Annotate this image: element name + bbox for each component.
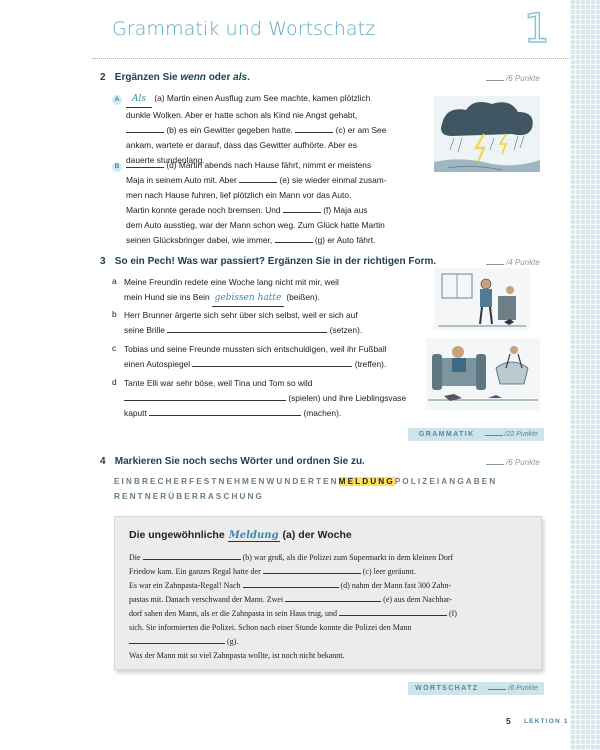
- gap-b[interactable]: [126, 124, 164, 133]
- exercise-3-item-c: Tobias und seine Freunde mussten sich entschuldigen, weil ihr Fußball einen Autospiegel (treffen).: [124, 344, 387, 369]
- gap-d[interactable]: [126, 159, 164, 168]
- answer-gebissen-hatte[interactable]: gebissen hatte: [212, 291, 284, 307]
- exercise-3-item-a: Meine Freundin redete eine Woche lang nicht mit mir, weil mein Hund sie ins Bein gebissen hatte (beißen).: [124, 275, 339, 307]
- gap-e[interactable]: [239, 174, 277, 183]
- title-divider: [92, 58, 570, 59]
- exercise-3-item-b: Herr Brunner ärgerte sich sehr über sich selbst, weil er sich auf seine Brille (setzen).: [124, 310, 363, 335]
- item-c-letter: c: [112, 343, 117, 353]
- exercise-3-instruction: So ein Pech! Was war passiert? Ergänzen Sie in der richtigen Form.: [114, 256, 437, 267]
- gap-3d-2[interactable]: [149, 407, 301, 416]
- gap-4b[interactable]: [143, 551, 241, 560]
- gap-f[interactable]: [283, 204, 321, 213]
- gap-4f[interactable]: [339, 607, 447, 616]
- gap-4d[interactable]: [243, 579, 339, 588]
- side-grid-strip: [570, 0, 600, 750]
- grammatik-score-band: GRAMMATIK /22 Punkte: [408, 428, 544, 441]
- news-text: Die (b) war groß, als die Polizei zum Supermarkt in dem kleinen Dorf Friedow kam. Ein ganzes Regal hatte der (c) leer geräumt. Es war ein Zahnpasta-Regal! Nach (d) nahm der Mann fast 300 Zahn- pastas mit. Danach verschwand der Mann. Zwei (e) aus dem Nachbar- dorf sahen den Mann, als er die Zahnpasta in sein Haus trug, und (f) sich. Sie informierten die Polizei. Schon nach einer Stunde konnte die Polizei den Mann (g). Was der Mann mit so viel Zahnpasta wollte, ist noch nicht bekannt.: [129, 553, 457, 660]
- gap-3d-1[interactable]: [124, 392, 286, 401]
- exercise-2-points: /6 Punkte: [486, 74, 540, 83]
- item-a-letter: a: [112, 276, 117, 286]
- gap-4g[interactable]: [129, 635, 225, 644]
- lesson-label: LEKTION 1: [524, 718, 569, 725]
- exercise-2-heading: 2 Ergänzen Sie wenn oder als.: [100, 72, 250, 83]
- exercise-2-text-b: (d) Martin abends nach Hause fährt, nimmt er meistens Maja in seinem Auto mit. Aber (e) sie wieder einmal zusam- men nach Hause fuhren, lief plötzlich ein Mann vor das Auto. Martin konnte gerade noch bremsen. Und (f) Maja aus dem Auto ausstieg, war der Mann schon weg. Zum Glück hatte Martin seinen Glücksbringer dabei, wie immer, (g) er Auto fährt.: [126, 160, 387, 245]
- gap-3b[interactable]: [167, 324, 327, 333]
- marker-b: B: [112, 162, 122, 172]
- exercise-3-points: /4 Punkte: [486, 258, 540, 267]
- exercise-2-instruction: Ergänzen Sie wenn oder als.: [114, 72, 250, 83]
- letter-chain-line-2: RENTNERÜBERRASCHUNG: [114, 492, 264, 501]
- lesson-number: 1: [524, 6, 550, 52]
- gap-g[interactable]: [275, 234, 313, 243]
- news-box: [114, 516, 542, 670]
- gap-c[interactable]: [295, 124, 333, 133]
- marker-a: A: [112, 95, 122, 105]
- bad-luck-illustration-1: [434, 268, 530, 330]
- wortschatz-score-band: WORTSCHATZ /6 Punkte: [408, 682, 544, 695]
- item-b-letter: b: [112, 309, 117, 319]
- item-d-letter: d: [112, 377, 117, 387]
- exercise-4-heading: 4 Markieren Sie noch sechs Wörter und ordnen Sie zu.: [100, 456, 365, 467]
- page-title: Grammatik und Wortschatz: [112, 18, 376, 40]
- answer-als[interactable]: Als: [126, 92, 152, 108]
- news-title: Die ungewöhnliche Meldung (a) der Woche: [129, 529, 352, 541]
- gap-4e[interactable]: [285, 593, 381, 602]
- answer-meldung[interactable]: Meldung: [228, 530, 279, 541]
- exercise-3-item-d: Tante Elli war sehr böse, weil Tina und Tom so wild (spielen) und ihre Lieblingsvase kaputt (machen).: [124, 378, 407, 418]
- letter-chain-line-1: EINBRECHERFESTNEHMENWUNDERTENMELDUNGPOLIZEIANGABEN: [114, 477, 498, 486]
- exercise-2-text-a: Als (a) Martin einen Ausflug zum See machte, kamen plötzlich dunkle Wolken. Aber er hatte schon als Kind nie Angst gehabt, (b) es ein Gewitter gegeben hatte. (c) er am See ankam, wartete er darauf, dass das Gewitter aufhörte. Aber es dauerte stundenlang.: [126, 93, 387, 165]
- gap-3c[interactable]: [192, 358, 352, 367]
- exercise-4-instruction: Markieren Sie noch sechs Wörter und ordnen Sie zu.: [114, 456, 365, 467]
- exercise-4-points: /6 Punkte: [486, 458, 540, 467]
- highlighted-word-meldung[interactable]: MELDUNG: [338, 477, 395, 486]
- bad-luck-illustration-2: [426, 338, 540, 410]
- exercise-3-heading: 3 So ein Pech! Was war passiert? Ergänzen Sie in der richtigen Form.: [100, 256, 437, 267]
- page-number: 5: [506, 716, 511, 726]
- gap-4c[interactable]: [263, 565, 361, 574]
- storm-illustration: [432, 94, 542, 174]
